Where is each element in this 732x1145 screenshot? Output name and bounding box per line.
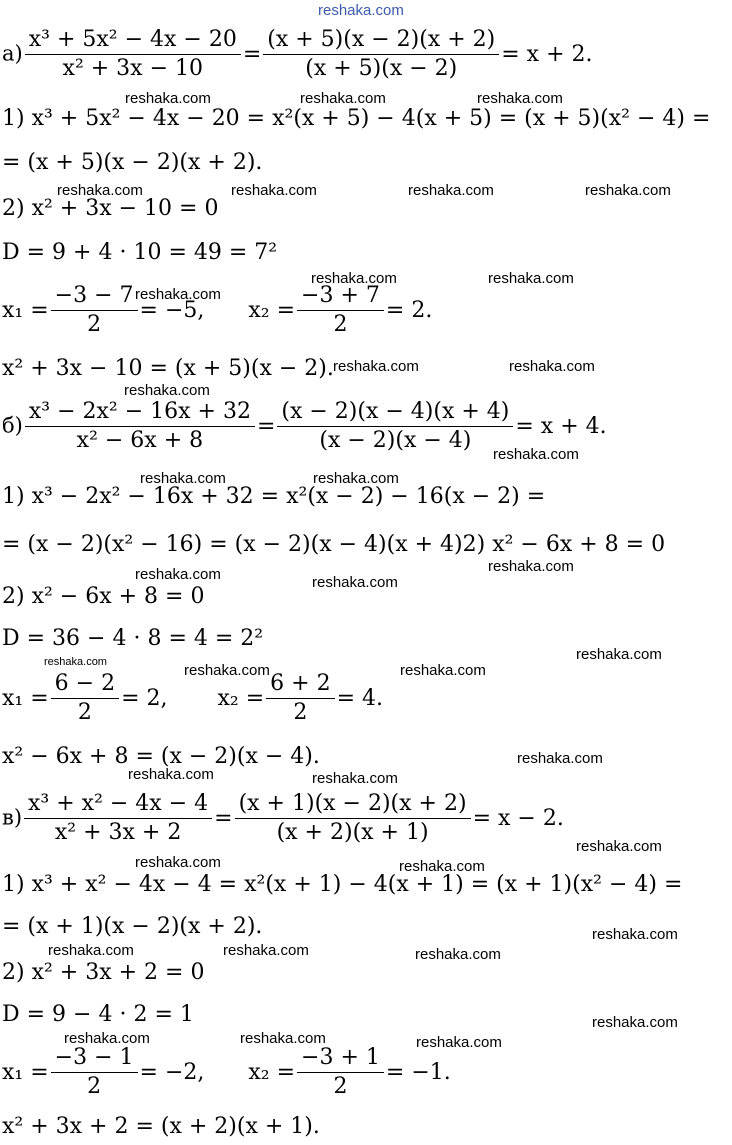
- watermark: reshaka.com: [125, 90, 211, 107]
- result: = x + 2.: [501, 42, 593, 67]
- watermark: reshaka.com: [140, 470, 226, 487]
- watermark: reshaka.com: [477, 90, 563, 107]
- watermark: reshaka.com: [313, 470, 399, 487]
- part-c-step1: 1) x³ + x² − 4x − 4 = x²(x + 1) − 4(x + 1) = (x + 1)(x² − 4) =: [2, 872, 683, 897]
- part-b-discriminant: D = 36 − 4 · 8 = 4 = 2²: [2, 626, 264, 651]
- part-a-step1: 1) x³ + 5x² − 4x − 20 = x²(x + 5) − 4(x + 5) = (x + 5)(x² − 4) =: [2, 106, 711, 131]
- part-c-factorization: x² + 3x + 2 = (x + 2)(x + 1).: [2, 1114, 320, 1139]
- part-a-factorization: x² + 3x − 10 = (x + 5)(x − 2).: [2, 356, 334, 381]
- root-value: = −5,: [139, 298, 205, 323]
- fraction-denominator: x² − 6x + 8: [76, 428, 204, 453]
- watermark: reshaka.com: [300, 90, 386, 107]
- part-c-roots: [2, 1044, 451, 1101]
- fraction-numerator: −3 − 7: [51, 282, 138, 311]
- fraction-numerator: 6 − 2: [51, 670, 119, 699]
- part-a-fraction-left: [25, 26, 241, 83]
- watermark: reshaka.com: [493, 446, 579, 463]
- fraction-denominator: (x − 2)(x − 4): [319, 428, 472, 453]
- watermark: reshaka.com: [509, 358, 595, 375]
- part-c-equation: [2, 790, 564, 847]
- site-watermark: reshaka.com: [318, 2, 404, 19]
- watermark: reshaka.com: [312, 574, 398, 591]
- watermark: reshaka.com: [576, 838, 662, 855]
- watermark: reshaka.com: [231, 182, 317, 199]
- watermark: reshaka.com: [311, 270, 397, 287]
- fraction-numerator: −3 + 1: [297, 1044, 384, 1073]
- result: = x + 4.: [515, 414, 607, 439]
- part-a-step2: 2) x² + 3x − 10 = 0: [2, 196, 219, 221]
- watermark: reshaka.com: [408, 182, 494, 199]
- root-fraction: [51, 670, 119, 727]
- watermark: reshaka.com: [135, 566, 221, 583]
- root-fraction: [297, 1044, 384, 1101]
- part-c-step2: 2) x² + 3x + 2 = 0: [2, 960, 205, 985]
- watermark: reshaka.com: [517, 750, 603, 767]
- watermark: reshaka.com: [576, 646, 662, 663]
- root-fraction: [266, 670, 334, 727]
- part-c-fraction-right: [235, 790, 471, 847]
- equals-sign: =: [214, 806, 233, 831]
- watermark: reshaka.com: [333, 358, 419, 375]
- fraction-denominator: 2: [333, 312, 348, 337]
- root-label: x₁ =: [2, 298, 49, 323]
- root-value: = −1.: [385, 1060, 451, 1085]
- root-label: x₂ =: [248, 1060, 296, 1085]
- watermark: reshaka.com: [44, 656, 107, 668]
- root-label: x₂ =: [217, 686, 265, 711]
- part-b-fraction-left: [25, 398, 255, 455]
- part-b-fraction-right: [277, 398, 513, 455]
- root-value: = 4.: [336, 686, 383, 711]
- fraction-numerator: x³ − 2x² − 16x + 32: [25, 398, 255, 427]
- fraction-denominator: 2: [87, 1074, 102, 1099]
- part-b-factorization: x² − 6x + 8 = (x − 2)(x − 4).: [2, 744, 320, 769]
- fraction-denominator: 2: [77, 700, 92, 725]
- watermark: reshaka.com: [135, 854, 221, 871]
- watermark: reshaka.com: [64, 1030, 150, 1047]
- part-c-label: в): [2, 805, 23, 830]
- watermark: reshaka.com: [312, 770, 398, 787]
- fraction-numerator: x³ + 5x² − 4x − 20: [25, 26, 241, 55]
- watermark: reshaka.com: [48, 942, 134, 959]
- fraction-denominator: 2: [293, 700, 308, 725]
- part-c-step1-cont: = (x + 1)(x − 2)(x + 2).: [2, 914, 263, 939]
- root-value: = 2.: [385, 298, 433, 323]
- fraction-denominator: 2: [333, 1074, 348, 1099]
- fraction-denominator: x² + 3x + 2: [54, 820, 182, 845]
- part-c-fraction-left: [24, 790, 212, 847]
- equals-sign: =: [256, 414, 276, 439]
- watermark: reshaka.com: [240, 1030, 326, 1047]
- part-b-step1-cont: = (x − 2)(x² − 16) = (x − 2)(x − 4)(x + 4)2) x² − 6x + 8 = 0: [2, 532, 666, 557]
- watermark: reshaka.com: [128, 766, 214, 783]
- fraction-numerator: −3 + 7: [297, 282, 384, 311]
- fraction-numerator: (x − 2)(x − 4)(x + 4): [277, 398, 513, 427]
- part-b-label: б): [2, 413, 23, 438]
- root-label: x₂ =: [248, 298, 296, 323]
- watermark: reshaka.com: [488, 270, 574, 287]
- watermark: reshaka.com: [184, 662, 270, 679]
- watermark: reshaka.com: [399, 858, 485, 875]
- root-fraction: [297, 282, 384, 339]
- part-a-step1-cont: = (x + 5)(x − 2)(x + 2).: [2, 150, 263, 175]
- result: = x − 2.: [472, 806, 564, 831]
- root-value: = 2,: [121, 686, 168, 711]
- fraction-denominator: 2: [87, 312, 102, 337]
- root-fraction: [51, 282, 138, 339]
- fraction-numerator: (x + 5)(x − 2)(x + 2): [263, 26, 499, 55]
- part-c-discriminant: D = 9 − 4 · 2 = 1: [2, 1002, 194, 1027]
- part-a-label: а): [2, 41, 23, 66]
- fraction-numerator: (x + 1)(x − 2)(x + 2): [235, 790, 471, 819]
- watermark: reshaka.com: [135, 286, 221, 303]
- part-a-discriminant: D = 9 + 4 · 10 = 49 = 7²: [2, 240, 278, 265]
- watermark: reshaka.com: [592, 1014, 678, 1031]
- watermark: reshaka.com: [400, 662, 486, 679]
- watermark: reshaka.com: [124, 382, 210, 399]
- watermark: reshaka.com: [592, 926, 678, 943]
- part-a-equation: [2, 26, 593, 83]
- root-label: x₁ =: [2, 686, 49, 711]
- watermark: reshaka.com: [223, 942, 309, 959]
- watermark: reshaka.com: [415, 946, 501, 963]
- root-fraction: [51, 1044, 138, 1101]
- watermark: reshaka.com: [57, 182, 143, 199]
- part-a-fraction-right: [263, 26, 499, 83]
- root-value: = −2,: [139, 1060, 205, 1085]
- root-label: x₁ =: [2, 1060, 49, 1085]
- fraction-numerator: 6 + 2: [266, 670, 334, 699]
- fraction-numerator: x³ + x² − 4x − 4: [24, 790, 212, 819]
- watermark: reshaka.com: [585, 182, 671, 199]
- watermark: reshaka.com: [416, 1034, 502, 1051]
- part-b-step1: 1) x³ − 2x² − 16x + 32 = x²(x − 2) − 16(x − 2) =: [2, 484, 546, 509]
- fraction-denominator: (x + 2)(x + 1): [276, 820, 429, 845]
- fraction-denominator: (x + 5)(x − 2): [305, 56, 458, 81]
- part-b-step2: 2) x² − 6x + 8 = 0: [2, 584, 205, 609]
- equals-sign: =: [242, 42, 262, 67]
- watermark: reshaka.com: [488, 558, 574, 575]
- fraction-denominator: x² + 3x − 10: [62, 56, 203, 81]
- fraction-numerator: −3 − 1: [51, 1044, 138, 1073]
